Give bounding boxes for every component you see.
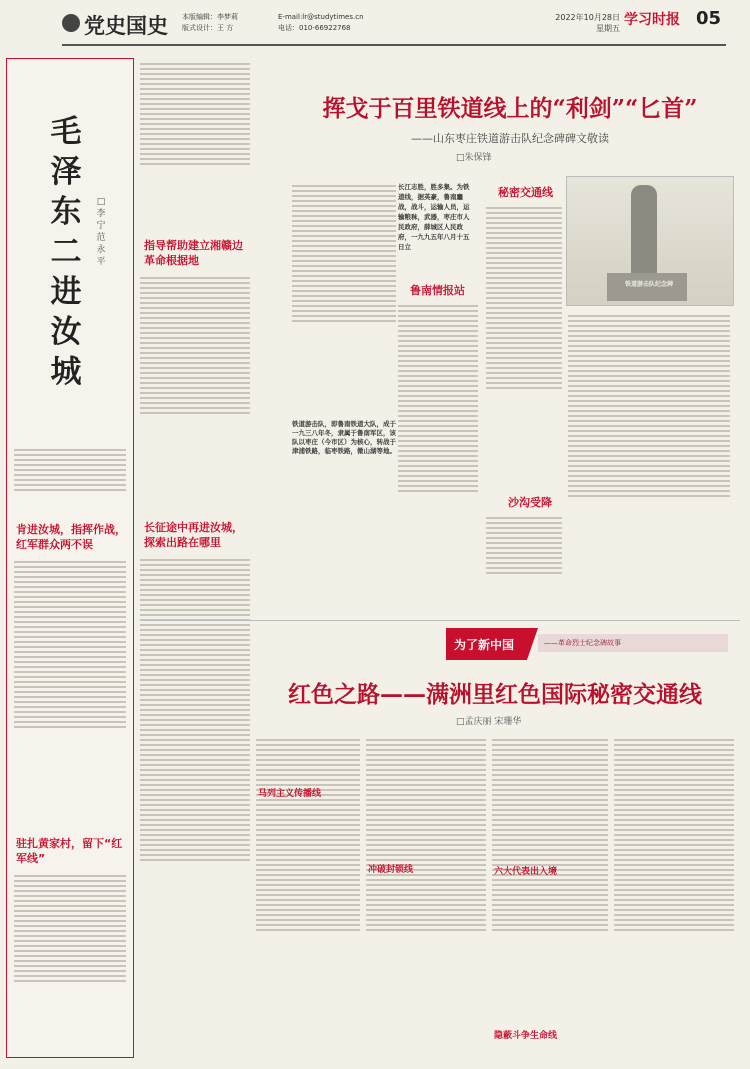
article1-para-5 — [140, 274, 250, 504]
article1-para-1 — [14, 446, 126, 516]
article3-section-1: 马列主义传播线 — [258, 789, 322, 799]
article1-para-2 — [14, 558, 126, 828]
emblem-icon — [62, 14, 80, 32]
article3-title: 红色之路——满洲里红色国际秘密交通线 — [288, 681, 702, 708]
article3-section-3: 六大代表出入境 — [494, 867, 558, 877]
article2-subtitle: ——山东枣庄铁道游击队纪念碑碑文敬读 — [411, 132, 609, 145]
series-banner — [446, 626, 736, 662]
article3-section-4: 隐蔽斗争生命线 — [494, 1031, 558, 1041]
article2-section-1: 秘密交通线 — [498, 186, 553, 199]
article1-para-6 — [140, 556, 250, 1056]
article2-para-4 — [486, 514, 562, 614]
article1-author: □李宁 范永平 — [96, 197, 106, 267]
article2-title: 挥戈于百里铁道线上的“利剑”“匕首” — [322, 95, 698, 122]
article1-para-3 — [14, 872, 126, 1052]
statue-figure — [631, 185, 657, 275]
contact-info — [278, 12, 364, 34]
issue-date: 2022年10月28日 星期五 — [555, 13, 620, 33]
brand-logo: 学习时报 — [624, 12, 680, 28]
page-number: 05 — [696, 8, 722, 29]
article1-subhead-3: 指导帮助建立湘赣边革命根据地 — [144, 239, 243, 267]
phone-number: 电话：010-66922768 — [278, 24, 351, 32]
check-line: 版式设计：王 方 — [182, 24, 234, 32]
monument-photo — [566, 176, 734, 306]
editor-line: 本版编辑：李梦莉 — [182, 13, 238, 21]
article3-para-3 — [492, 736, 608, 1056]
section-divider — [140, 620, 740, 621]
article2-para-5 — [568, 312, 730, 612]
header-rule — [62, 44, 726, 46]
article2-para-3 — [486, 204, 562, 504]
article2-author: □朱保锋 — [456, 153, 492, 163]
editor-info — [182, 12, 238, 34]
banner-tail: ——革命烈士纪念碑故事 — [544, 639, 621, 647]
article1-subhead-2: 驻扎黄家村，留下“红军线” — [16, 837, 123, 865]
banner-label: 为了新中国 — [454, 638, 515, 652]
section-title: 党史国史 — [84, 13, 168, 38]
article2-para-1 — [292, 182, 396, 412]
article3-section-2: 冲破封锁线 — [368, 865, 414, 875]
article3-author: □孟庆丽 宋珊华 — [456, 717, 522, 727]
article1-subhead-4: 长征途中再进汝城，探索出路在哪里 — [144, 521, 243, 549]
article1-para-4 — [140, 60, 250, 230]
article2-monument-inscription: 长江志胜，胜多集。为铁道线，据英豪，鲁南鏖战，战斗，运输人员，运输粮秣，武器，枣庄市人民政府，薛城区人民政府，一九九五年八月十五日立 — [398, 183, 470, 251]
statue-label: 铁道游击队纪念碑 — [624, 281, 673, 288]
article3-para-1 — [256, 736, 360, 1056]
article3-para-2 — [366, 736, 486, 1056]
article1-title: 毛泽东二进汝城 — [50, 114, 82, 390]
article3-para-4 — [614, 736, 734, 1056]
article1-subhead-1: 肯进汝城，指挥作战，红军群众两不误 — [16, 523, 126, 551]
email-link[interactable]: E-mail:lr@studytimes.cn — [278, 13, 364, 21]
page-header — [0, 0, 750, 52]
article2-section-2: 鲁南情报站 — [410, 284, 465, 297]
article2-section-3: 沙沟受降 — [508, 496, 552, 509]
article2-para-2 — [398, 302, 478, 612]
article2-inscription-text: 铁道游击队，即鲁南铁道大队，成于一九三八年冬，隶属于鲁南军区，该队以枣庄（今市区）为核心，转战于津浦铁路，临枣铁路，微山湖等地。 — [292, 420, 396, 455]
